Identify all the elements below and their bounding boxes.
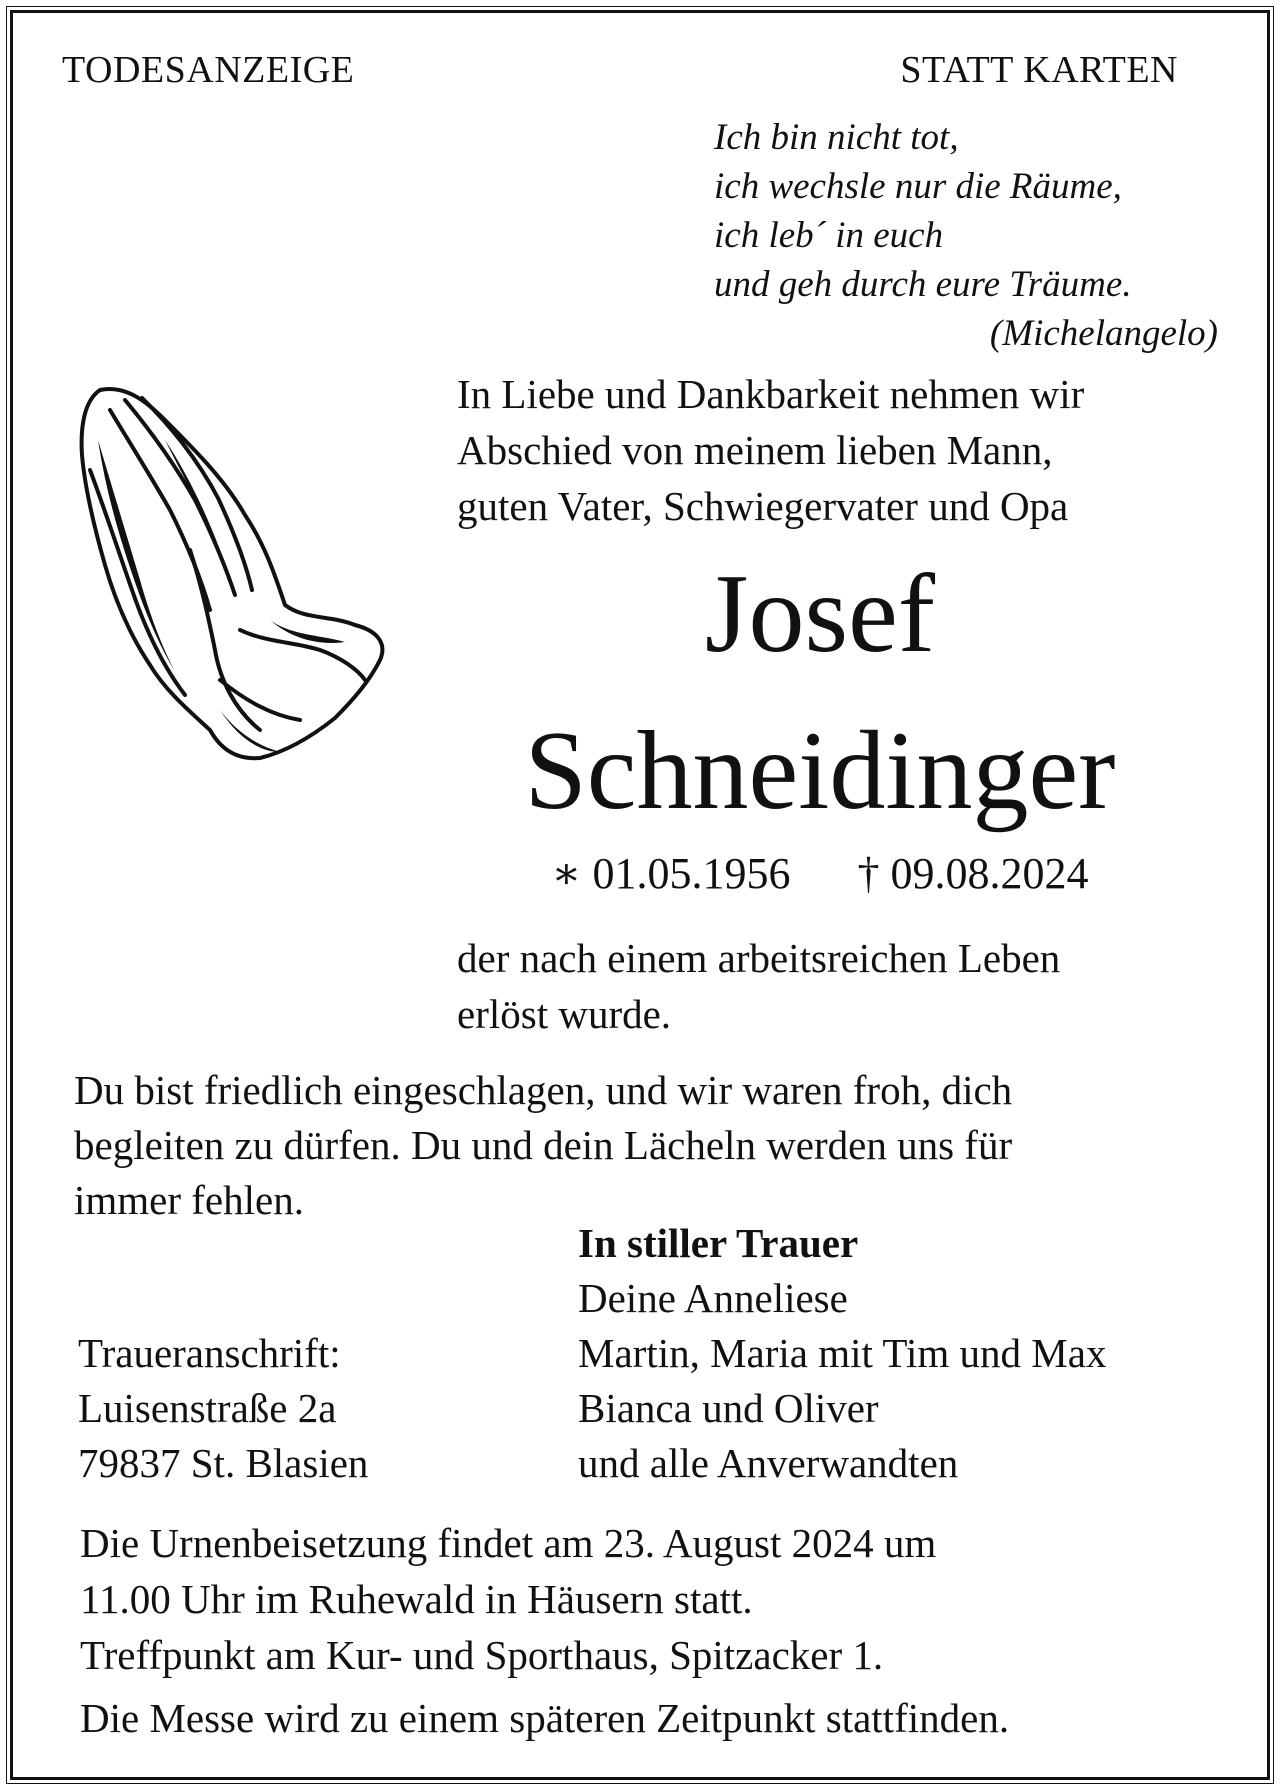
farewell-line: begleiten zu dürfen. Du und dein Lächeln werden uns für: [74, 1122, 1013, 1168]
poem-line: und geh durch eure Träume.: [714, 264, 1132, 305]
first-name: Josef: [704, 552, 936, 676]
poem-attribution: (Michelangelo): [989, 313, 1218, 354]
burial-line: 11.00 Uhr im Ruhewald in Häusern statt.: [80, 1576, 753, 1622]
burial-line: Treffpunkt am Kur- und Sporthaus, Spitzacker 1.: [80, 1632, 884, 1678]
poem-line: ich leb´ in euch: [714, 215, 944, 256]
poem: [714, 113, 1132, 309]
address-line: Traueranschrift:: [78, 1330, 341, 1376]
intro-text: [457, 366, 1084, 534]
farewell-line: immer fehlen.: [74, 1177, 304, 1223]
address-line: Luisenstraße 2a: [78, 1385, 337, 1431]
intro-line: In Liebe und Dankbarkeit nehmen wir: [457, 371, 1085, 417]
mourner-line: Martin, Maria mit Tim und Max: [578, 1330, 1107, 1376]
after-text: [457, 930, 1060, 1042]
header-left: TODESANZEIGE: [62, 49, 355, 91]
praying-hands-icon: [70, 380, 400, 770]
farewell-line: Du bist friedlich eingeschlagen, und wir waren froh, dich: [74, 1067, 1013, 1113]
mourners: [578, 1216, 1106, 1491]
intro-line: Abschied von meinem lieben Mann,: [457, 427, 1053, 473]
header-right: STATT KARTEN: [900, 49, 1178, 91]
life-dates: [440, 848, 1200, 899]
mourning-address: [78, 1326, 368, 1491]
mourner-line: und alle Anverwandten: [578, 1440, 959, 1486]
mass-info: Die Messe wird zu einem späteren Zeitpunkt stattfinden.: [80, 1695, 1010, 1741]
farewell-text: [74, 1063, 1012, 1228]
after-line: der nach einem arbeitsreichen Leben: [457, 935, 1061, 981]
burial-info: [80, 1515, 936, 1683]
poem-line: Ich bin nicht tot,: [714, 117, 959, 158]
death-date: † 09.08.2024: [857, 849, 1089, 898]
mourner-line: Bianca und Oliver: [578, 1385, 879, 1431]
address-line: 79837 St. Blasien: [78, 1440, 369, 1486]
intro-line: guten Vater, Schwiegervater und Opa: [457, 483, 1069, 529]
mourners-heading: In stiller Trauer: [578, 1220, 859, 1266]
last-name: Schneidinger: [524, 709, 1116, 833]
birth-date: ∗ 01.05.1956: [551, 849, 791, 898]
poem-line: ich wechsle nur die Räume,: [714, 166, 1122, 207]
after-line: erlöst wurde.: [457, 991, 672, 1037]
burial-line: Die Urnenbeisetzung findet am 23. August 2024 um: [80, 1520, 937, 1566]
mourner-line: Deine Anneliese: [578, 1275, 848, 1321]
